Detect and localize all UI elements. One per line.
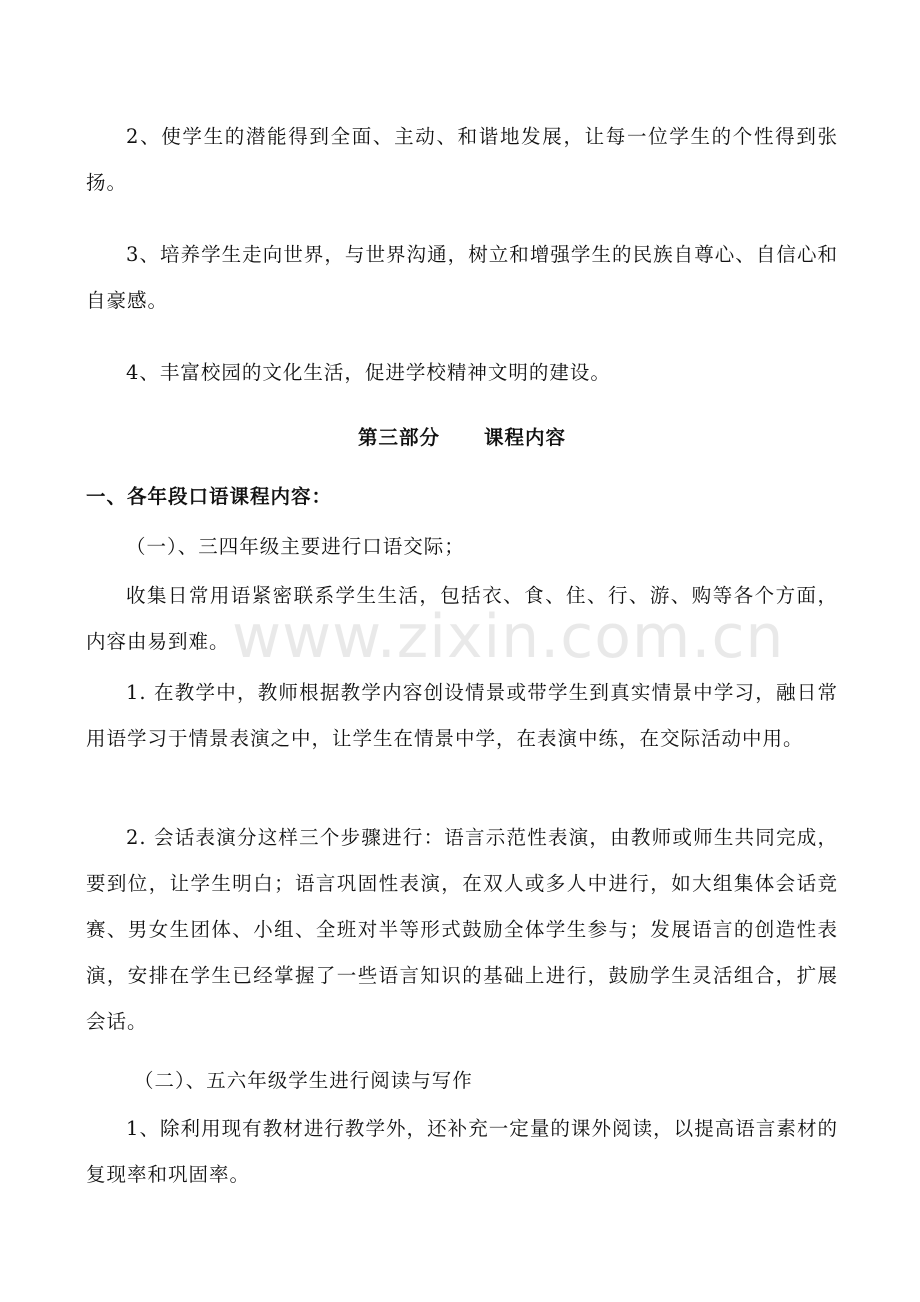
section-title [86, 415, 838, 461]
subheading-grade-3-4: （一）、三四年级主要进行口语交际； [126, 535, 465, 558]
paragraph-goal-3: 3、培养学生走向世界，与世界沟通，树立和增强学生的民族自尊心、自信心和自豪感。 [86, 243, 838, 312]
paragraph-teaching-2: 2. 会话表演分这样三个步骤进行：语言示范性表演，由教师或师生共同完成，要到位，让学生明白；语言巩固性表演，在双人或多人中进行，如大组集体会话竞赛、男女生团体、小组、全班对半等形式鼓励全体学生参与；发展语言的创造性表演，安排在学生已经掌握了一些语言知识的基础上进行，鼓励学生灵活组合，扩展会话。 [86, 826, 838, 1033]
paragraph-daily-phrases: 收集日常用语紧密联系学生生活，包括衣、食、住、行、游、购等各个方面，内容由易到难。 [86, 584, 838, 653]
subheading-grade-5-6: （二）、五六年级学生进行阅读与写作 [134, 1069, 473, 1092]
section-title-part: 第三部分 [357, 426, 440, 449]
paragraph-reading-1: 1、除利用现有教材进行教学外，还补充一定量的课外阅读，以提高语言素材的复现率和巩固率。 [86, 1117, 838, 1186]
paragraph-teaching-1: 1. 在教学中，教师根据教学内容创设情景或带学生到真实情景中学习，融日常用语学习于情景表演之中，让学生在情景中学，在表演中练，在交际活动中用。 [86, 681, 838, 750]
paragraph-goal-4: 4、丰富校园的文化生活，促进学校精神文明的建设。 [126, 361, 611, 384]
paragraph-goal-2: 2、使学生的潜能得到全面、主动、和谐地发展，让每一位学生的个性得到张扬。 [86, 125, 838, 194]
heading-oral-courses: 一、各年段口语课程内容： [86, 485, 333, 508]
section-title-name: 课程内容 [484, 426, 567, 449]
watermark-text: www.zixin.com.cn [232, 602, 785, 672]
